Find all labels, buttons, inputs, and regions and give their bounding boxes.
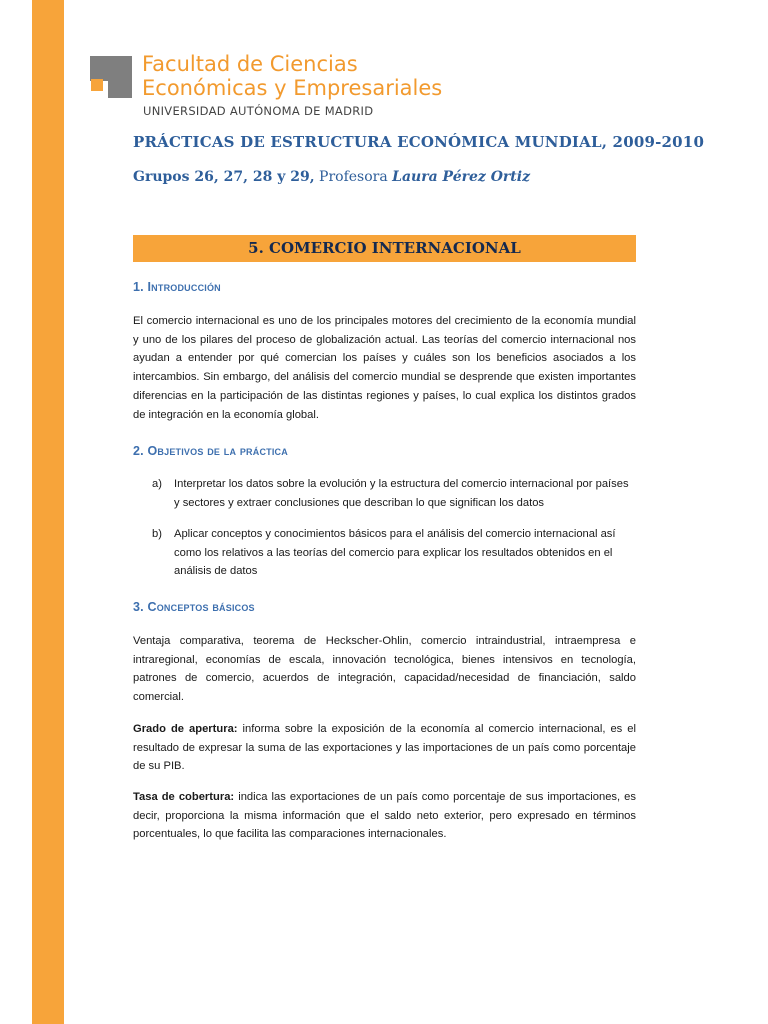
concepts-heading: 3. Conceptos básicos	[133, 600, 255, 614]
section-banner	[133, 235, 636, 262]
university-name: UNIVERSIDAD AUTÓNOMA DE MADRID	[143, 104, 374, 118]
logo-orange-square	[91, 79, 103, 91]
groups-line	[133, 169, 530, 185]
professor-label: Profesora	[314, 169, 393, 185]
apertura-definition: informa sobre la exposición de la economía al comercio internacional, es el resultado de expresar la suma de las exportaciones y las importaciones de un país como porcentaje de su PIB.	[133, 723, 636, 773]
cobertura-definition: indica las exportaciones de un país como porcentaje de sus importaciones, es decir, proporciona la misma información que el saldo neto exterior, pero expresado en términos porcentuales, lo que facilita las comparaciones internacionales.	[133, 791, 636, 841]
faculty-name-line1: Facultad de Ciencias	[142, 52, 358, 76]
faculty-logo-icon	[90, 56, 132, 98]
faculty-name-line2: Económicas y Empresariales	[142, 76, 443, 100]
cobertura-paragraph	[133, 788, 636, 844]
banner-title: 5. COMERCIO INTERNACIONAL	[248, 239, 521, 257]
intro-heading: 1. Introducción	[133, 280, 221, 294]
objective-a-text: Interpretar los datos sobre la evolución y la estructura del comercio internacional por países y sectores y extraer conclusiones que describan lo que significan los datos	[174, 478, 629, 509]
objective-a-label: a)	[152, 478, 162, 490]
cobertura-term: Tasa de cobertura:	[133, 791, 235, 803]
objective-b-label: b)	[152, 528, 162, 540]
apertura-paragraph	[133, 720, 636, 776]
orange-side-bar	[32, 0, 64, 1024]
intro-paragraph: El comercio internacional es uno de los principales motores del crecimiento de la economía mundial y uno de los pilares del proceso de globalización actual. Las teorías del comercio internacional nos ayudan a entender por qué comercian los países y cuáles son los beneficios asociados a los intercambios. Sin embargo, del análisis del comercio mundial se desprende que existen importantes diferencias en la participación de las distintas regiones y países, lo cual explica los distintos grados de integración en la economía global.	[133, 315, 636, 421]
professor-name: Laura Pérez Ortiz	[392, 169, 531, 185]
objectives-heading: 2. Objetivos de la práctica	[133, 444, 288, 458]
objective-b-text: Aplicar conceptos y conocimientos básicos para el análisis del comercio internacional así como los relativos a las teorías del comercio para explicar los resultados obtenidos en el análisis de datos	[174, 528, 616, 578]
groups-text: Grupos 26, 27, 28 y 29,	[133, 169, 315, 185]
apertura-term: Grado de apertura:	[133, 723, 238, 735]
course-title: PRÁCTICAS DE ESTRUCTURA ECONÓMICA MUNDIAL, 2009-2010	[133, 133, 705, 151]
concepts-paragraph: Ventaja comparativa, teorema de Heckscher-Ohlin, comercio intraindustrial, intraempresa e intraregional, economías de escala, innovación tecnológica, bienes intensivos en tecnología, patrones de comercio, acuerdos de integración, capacidad/necesidad de financiación, saldo comercial.	[133, 635, 636, 704]
